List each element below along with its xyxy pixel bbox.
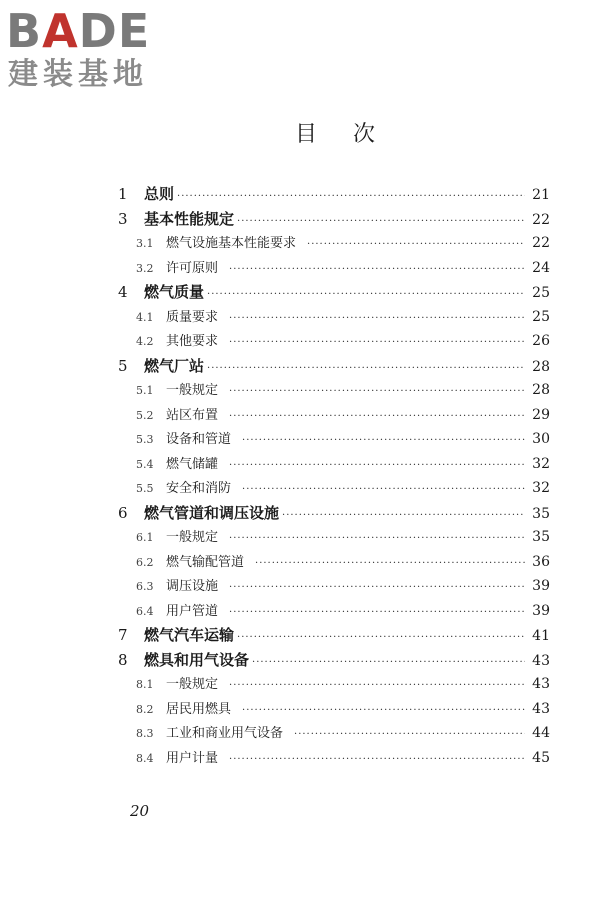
dot-leader [242, 478, 525, 503]
toc-entry-number: 6.2 [136, 555, 154, 569]
toc-entry-label: 一般规定 [166, 530, 219, 545]
dot-leader [229, 601, 525, 626]
toc-entry-number: 3.2 [136, 261, 154, 275]
toc-entry-number: 3 [118, 209, 128, 228]
toc-entry-page: 29 [532, 406, 550, 423]
toc-section-entry[interactable] [118, 452, 550, 477]
toc-entry-label: 总则 [144, 185, 175, 203]
toc-entry-page: 28 [532, 358, 550, 375]
toc-section-entry[interactable] [118, 525, 550, 550]
toc-entry-label: 其他要求 [166, 334, 219, 349]
toc-entry-page: 35 [532, 529, 550, 545]
dot-leader [237, 626, 525, 651]
toc-chapter-entry[interactable] [118, 280, 550, 305]
toc-entry-page: 43 [532, 676, 550, 692]
toc-section-entry[interactable] [118, 550, 550, 575]
toc-entry-number: 6 [118, 503, 128, 522]
dot-leader [252, 651, 525, 676]
toc-entry-page: 39 [532, 578, 550, 594]
dot-leader [237, 210, 525, 235]
toc-section-entry[interactable] [118, 305, 550, 330]
toc-entry-page: 41 [532, 628, 550, 644]
toc-section-entry[interactable] [118, 599, 550, 624]
dot-leader [229, 307, 525, 332]
toc-section-entry[interactable] [118, 427, 550, 452]
toc-entry-label: 一般规定 [166, 383, 219, 398]
dot-leader [229, 527, 525, 552]
dot-leader [229, 405, 525, 430]
toc-entry-page: 22 [532, 211, 550, 228]
toc-entry-number: 3.1 [136, 237, 154, 250]
brand-logo [6, 6, 176, 94]
toc-entry-number: 4.1 [136, 310, 154, 324]
toc-entry-number: 7 [118, 626, 128, 644]
toc-entry-label: 安全和消防 [166, 481, 232, 496]
dot-leader [207, 283, 525, 308]
toc-section-entry[interactable] [118, 378, 550, 403]
toc-section-entry[interactable] [118, 721, 550, 746]
table-of-contents [118, 182, 550, 770]
toc-entry-label: 站区布置 [166, 407, 219, 423]
toc-entry-number: 5.1 [136, 384, 154, 397]
toc-entry-number: 8.3 [136, 727, 154, 740]
toc-entry-page: 25 [532, 285, 550, 301]
toc-section-entry[interactable] [118, 329, 550, 354]
toc-entry-page: 32 [532, 480, 550, 496]
dot-leader [282, 504, 525, 529]
toc-entry-label: 设备和管道 [166, 432, 232, 447]
dot-leader [229, 331, 525, 356]
toc-entry-label: 许可原则 [166, 260, 219, 276]
toc-entry-page: 28 [532, 382, 550, 398]
toc-section-entry[interactable] [118, 746, 550, 771]
toc-chapter-entry[interactable] [118, 648, 550, 673]
toc-entry-page: 22 [532, 235, 550, 251]
toc-entry-number: 8.4 [136, 751, 154, 765]
toc-entry-page: 39 [532, 602, 550, 619]
toc-entry-label: 工业和商业用气设备 [166, 726, 284, 741]
toc-entry-label: 燃气储罐 [166, 456, 219, 472]
toc-chapter-entry[interactable] [118, 501, 550, 526]
toc-entry-number: 5.4 [136, 457, 154, 471]
toc-entry-label: 燃气设施基本性能要求 [166, 236, 297, 251]
dot-leader [229, 454, 525, 479]
dot-leader [255, 552, 525, 577]
toc-chapter-entry[interactable] [118, 207, 550, 232]
dot-leader [242, 699, 525, 724]
toc-entry-number: 5.2 [136, 408, 154, 422]
toc-entry-label: 燃具和用气设备 [144, 650, 250, 669]
page-title: 目次 [295, 122, 412, 147]
toc-entry-number: 8.1 [136, 678, 154, 691]
toc-entry-number: 5 [118, 356, 128, 375]
dot-leader [307, 233, 525, 258]
toc-entry-page: 43 [532, 700, 550, 717]
toc-entry-label: 一般规定 [166, 677, 219, 692]
toc-entry-label: 基本性能规定 [144, 209, 235, 228]
toc-entry-page: 21 [532, 187, 550, 203]
toc-entry-number: 5.5 [136, 482, 154, 495]
toc-entry-page: 30 [532, 431, 550, 447]
toc-entry-number: 8 [118, 650, 128, 669]
toc-entry-number: 6.3 [136, 580, 154, 593]
toc-entry-page: 32 [532, 455, 550, 472]
toc-entry-label: 燃气管道和调压设施 [144, 503, 280, 522]
logo-wordmark: BADE [6, 4, 151, 58]
toc-entry-number: 4 [118, 283, 128, 301]
toc-section-entry[interactable] [118, 574, 550, 599]
dot-leader [229, 674, 525, 699]
toc-entry-label: 质量要求 [166, 309, 219, 325]
toc-entry-page: 24 [532, 259, 550, 276]
toc-entry-page: 26 [532, 333, 550, 349]
toc-section-entry[interactable] [118, 403, 550, 428]
toc-entry-number: 6.4 [136, 604, 154, 618]
dot-leader [229, 748, 525, 773]
toc-entry-number: 4.2 [136, 335, 154, 348]
toc-section-entry[interactable] [118, 697, 550, 722]
toc-entry-page: 25 [532, 308, 550, 325]
dot-leader [229, 380, 525, 405]
toc-entry-page: 36 [532, 553, 550, 570]
toc-section-entry[interactable] [118, 476, 550, 501]
toc-entry-number: 1 [118, 185, 128, 203]
dot-leader [242, 429, 525, 454]
toc-entry-page: 35 [532, 505, 550, 522]
toc-entry-number: 8.2 [136, 702, 154, 716]
dot-leader [207, 357, 525, 382]
toc-entry-label: 燃气质量 [144, 283, 205, 301]
dot-leader [294, 723, 525, 748]
toc-entry-number: 6.1 [136, 531, 154, 544]
dot-leader [229, 258, 525, 283]
toc-section-entry[interactable] [118, 672, 550, 697]
toc-entry-page: 43 [532, 652, 550, 669]
toc-chapter-entry[interactable] [118, 354, 550, 379]
toc-entry-label: 燃气汽车运输 [144, 626, 235, 644]
toc-chapter-entry[interactable] [118, 623, 550, 648]
toc-entry-label: 用户计量 [166, 750, 219, 766]
toc-entry-label: 用户管道 [166, 603, 219, 619]
toc-entry-label: 燃气厂站 [144, 356, 205, 375]
toc-entry-label: 调压设施 [166, 579, 219, 594]
logo-subtitle: 建装基地 [8, 57, 148, 92]
toc-entry-label: 居民用燃具 [166, 701, 232, 717]
toc-section-entry[interactable] [118, 256, 550, 281]
toc-entry-label: 燃气输配管道 [166, 554, 245, 570]
toc-section-entry[interactable] [118, 231, 550, 256]
toc-entry-number: 5.3 [136, 433, 154, 446]
page-number: 20 [130, 802, 150, 820]
toc-entry-page: 44 [532, 725, 550, 741]
dot-leader [229, 576, 525, 601]
toc-entry-page: 45 [532, 749, 550, 766]
toc-chapter-entry[interactable] [118, 182, 550, 207]
